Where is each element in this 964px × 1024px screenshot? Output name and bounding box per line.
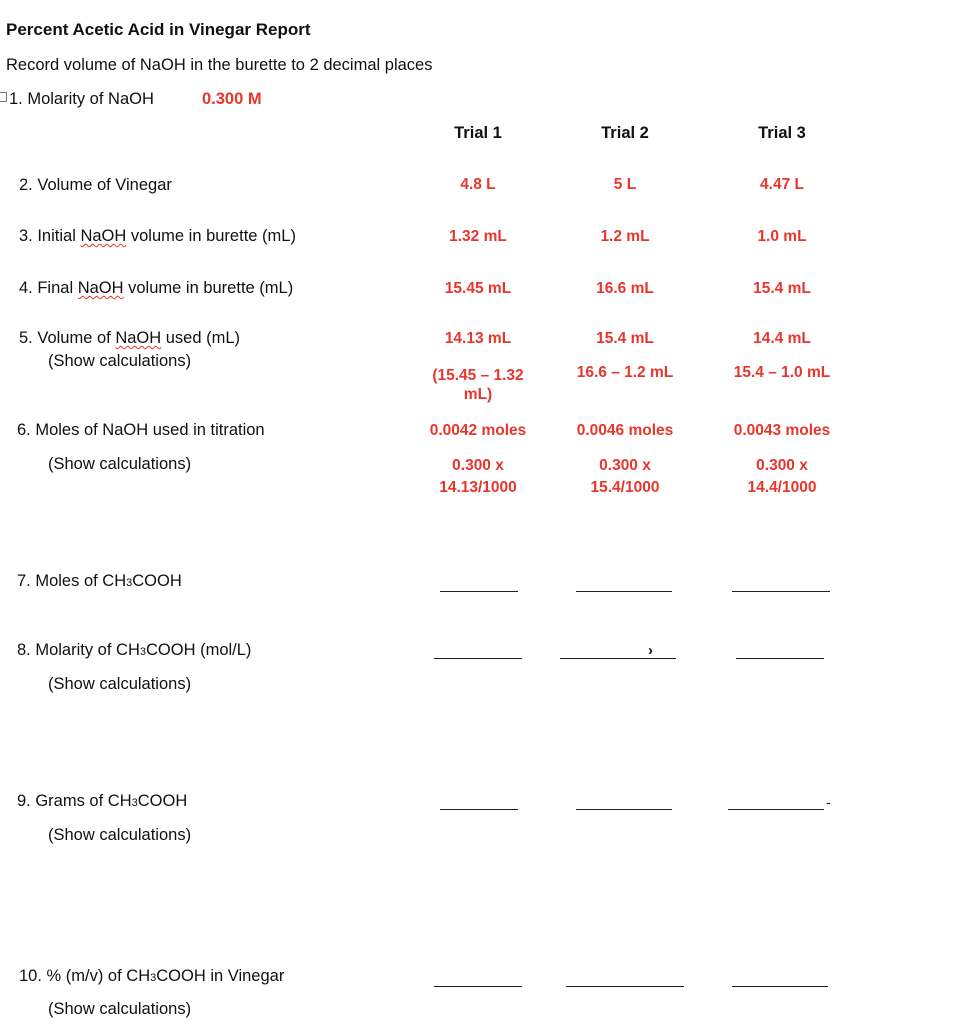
blank-grams-acetic-trial-3: [728, 809, 824, 810]
instruction-text: Record volume of NaOH in the burette to 2 decimal places: [6, 56, 433, 74]
row-moles-acetic-label: 7. Moles of CH3COOH: [17, 572, 182, 590]
volume-vinegar-trial-3: 4.47 L: [760, 176, 804, 193]
volume-vinegar-trial-2: 5 L: [613, 176, 637, 193]
naoh-used-trial-2: 15.4 mL: [596, 330, 654, 347]
header-trial-1: Trial 1: [454, 124, 502, 142]
row-percent-acetic-sub: (Show calculations): [48, 1000, 192, 1018]
row-percent-acetic-label: 10. % (m/v) of CH3COOH in Vinegar: [19, 967, 285, 985]
row-final-naoh-label: 4. Final NaOH volume in burette (mL): [19, 279, 294, 297]
initial-naoh-trial-2: 1.2 mL: [600, 228, 650, 245]
molarity-naoh-label: 1. Molarity of NaOH: [9, 90, 154, 108]
blank-percent-acetic-trial-1: [434, 986, 522, 987]
blank-moles-acetic-trial-2: [576, 591, 672, 592]
row-moles-naoh-label: 6. Moles of NaOH used in titration: [17, 421, 265, 439]
naoh-used-calc-trial-3: 15.4 – 1.0 mL: [733, 364, 831, 381]
naoh-used-calc-trial-2: 16.6 – 1.2 mL: [576, 364, 674, 381]
row-grams-acetic-sub: (Show calculations): [48, 826, 192, 844]
blank-moles-acetic-trial-1: [440, 591, 518, 592]
naoh-used-calc-trial-1: (15.45 – 1.32: [432, 367, 524, 384]
moles-naoh-calc-a-trial-1: 0.300 x: [452, 457, 504, 474]
moles-naoh-calc-b-trial-3: 14.4/1000: [747, 479, 817, 496]
final-naoh-trial-2: 16.6 mL: [596, 280, 654, 297]
header-trial-2: Trial 2: [601, 124, 649, 142]
molarity-naoh-value: 0.300 M: [202, 90, 262, 108]
final-naoh-trial-3: 15.4 mL: [753, 280, 811, 297]
volume-vinegar-trial-1: 4.8 L: [460, 176, 496, 193]
row-naoh-used-sub: (Show calculations): [48, 352, 192, 370]
blank-molarity-acetic-trial-1: [434, 658, 522, 659]
moles-naoh-trial-3: 0.0043 moles: [733, 422, 831, 439]
stray-dash-mark: -: [826, 794, 831, 810]
blank-grams-acetic-trial-1: [440, 809, 518, 810]
blank-grams-acetic-trial-2: [576, 809, 672, 810]
moles-naoh-calc-b-trial-2: 15.4/1000: [590, 479, 660, 496]
row-volume-vinegar-label: 2. Volume of Vinegar: [19, 176, 172, 194]
final-naoh-trial-1: 15.45 mL: [444, 280, 512, 297]
row-marker-icon: [0, 92, 7, 102]
row-initial-naoh-label: 3. Initial NaOH volume in burette (mL): [19, 227, 296, 245]
blank-moles-acetic-trial-3: [732, 591, 830, 592]
blank-percent-acetic-trial-3: [732, 986, 828, 987]
moles-naoh-calc-b-trial-1: 14.13/1000: [439, 479, 517, 496]
blank-percent-acetic-trial-2: [566, 986, 684, 987]
blank-molarity-acetic-trial-3: [736, 658, 824, 659]
row-moles-naoh-sub: (Show calculations): [48, 455, 192, 473]
moles-naoh-trial-2: 0.0046 moles: [576, 422, 674, 439]
naoh-used-trial-1: 14.13 mL: [444, 330, 512, 347]
row-molarity-acetic-label: 8. Molarity of CH3COOH (mol/L): [17, 641, 252, 659]
moles-naoh-trial-1: 0.0042 moles: [429, 422, 527, 439]
header-trial-3: Trial 3: [758, 124, 806, 142]
stray-mark-icon: ›: [648, 642, 653, 659]
moles-naoh-calc-a-trial-3: 0.300 x: [756, 457, 808, 474]
naoh-used-trial-3: 14.4 mL: [753, 330, 811, 347]
row-naoh-used-label: 5. Volume of NaOH used (mL): [19, 329, 241, 347]
report-title: Percent Acetic Acid in Vinegar Report: [6, 20, 311, 39]
row-grams-acetic-label: 9. Grams of CH3COOH: [17, 792, 188, 810]
naoh-used-calc-trial-1-cont: mL): [463, 386, 493, 403]
moles-naoh-calc-a-trial-2: 0.300 x: [599, 457, 651, 474]
row-molarity-acetic-sub: (Show calculations): [48, 675, 192, 693]
initial-naoh-trial-3: 1.0 mL: [757, 228, 807, 245]
blank-molarity-acetic-trial-2: [560, 658, 676, 659]
initial-naoh-trial-1: 1.32 mL: [449, 228, 507, 245]
